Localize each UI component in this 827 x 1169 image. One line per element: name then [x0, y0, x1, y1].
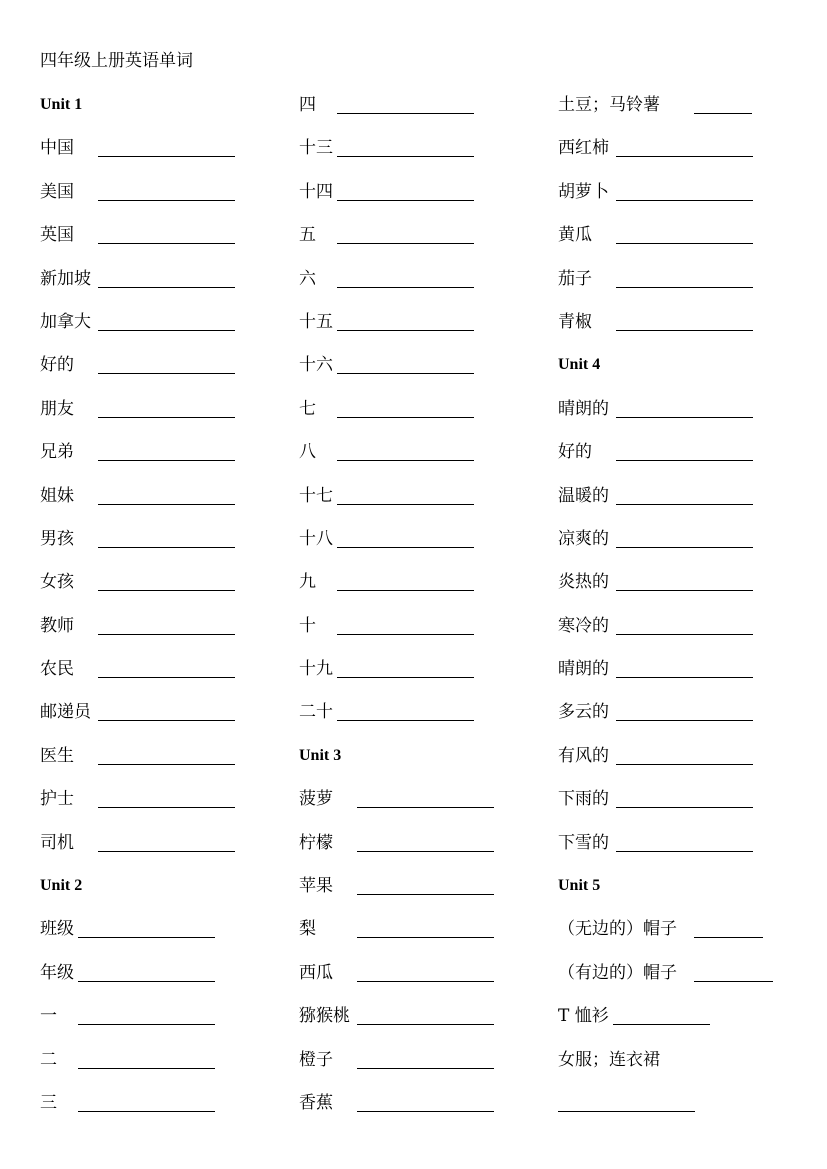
answer-blank[interactable]	[357, 981, 494, 982]
answer-blank[interactable]	[98, 677, 235, 678]
vocab-word: 朋友	[40, 398, 74, 419]
vocab-word: 好的	[40, 355, 74, 376]
vocab-row	[558, 485, 798, 528]
vocab-row	[558, 1005, 798, 1048]
vocab-word: 兄弟	[40, 442, 74, 463]
answer-blank[interactable]	[357, 1068, 494, 1069]
vocab-row	[299, 528, 539, 571]
vocab-word: 柠檬	[299, 832, 333, 853]
vocab-word: 有风的	[558, 745, 609, 766]
answer-blank[interactable]	[616, 243, 753, 244]
vocab-word: 八	[299, 442, 316, 463]
unit-heading	[40, 94, 280, 137]
answer-blank[interactable]	[78, 1068, 215, 1069]
answer-blank[interactable]	[98, 330, 235, 331]
answer-blank[interactable]	[98, 504, 235, 505]
vocab-word: 教师	[40, 615, 74, 636]
answer-blank[interactable]	[616, 200, 753, 201]
vocab-row	[299, 832, 539, 875]
vocab-word: 梨	[299, 919, 316, 940]
vocab-word: T 恤衫	[558, 1006, 609, 1027]
vocab-word: 三	[40, 1092, 57, 1113]
vocab-row	[40, 745, 280, 788]
answer-blank[interactable]	[98, 243, 235, 244]
vocab-word: （无边的）帽子	[558, 919, 677, 940]
vocab-row	[558, 745, 798, 788]
vocab-row	[558, 1092, 798, 1135]
unit-heading-label: Unit 3	[299, 746, 342, 764]
answer-blank[interactable]	[98, 547, 235, 548]
vocab-word: 十四	[299, 181, 333, 202]
answer-blank[interactable]	[337, 200, 474, 201]
vocab-row	[299, 441, 539, 484]
answer-blank[interactable]	[98, 373, 235, 374]
vocab-row	[299, 658, 539, 701]
vocab-word: 炎热的	[558, 572, 609, 593]
answer-blank[interactable]	[337, 634, 474, 635]
vocab-word: 年级	[40, 962, 74, 983]
page-title: 四年级上册英语单词	[40, 51, 193, 71]
vocab-row	[40, 137, 280, 180]
answer-blank[interactable]	[337, 243, 474, 244]
vocab-word: （有边的）帽子	[558, 962, 677, 983]
vocab-row	[40, 354, 280, 397]
vocab-word: 女孩	[40, 572, 74, 593]
vocab-row	[299, 1005, 539, 1048]
vocab-word: 姐妹	[40, 485, 74, 506]
vocab-word: 好的	[558, 442, 592, 463]
vocab-word: 二	[40, 1049, 57, 1070]
answer-blank[interactable]	[616, 156, 753, 157]
vocab-row	[299, 311, 539, 354]
vocab-row	[40, 441, 280, 484]
answer-blank[interactable]	[78, 1111, 215, 1112]
vocab-row	[558, 224, 798, 267]
answer-blank[interactable]	[98, 590, 235, 591]
vocab-row	[299, 1049, 539, 1092]
answer-blank[interactable]	[337, 504, 474, 505]
vocab-word: 土豆；马铃薯	[558, 95, 660, 115]
vocab-row	[299, 962, 539, 1005]
vocab-row	[299, 788, 539, 831]
answer-blank[interactable]	[98, 460, 235, 461]
unit-heading-label: Unit 1	[40, 96, 83, 113]
vocab-row	[299, 137, 539, 180]
answer-blank[interactable]	[98, 156, 235, 157]
vocab-word: 美国	[40, 181, 74, 202]
unit-heading	[558, 354, 798, 397]
answer-blank[interactable]	[616, 764, 753, 765]
vocab-word: 温暖的	[558, 485, 609, 506]
vocab-word: 邮递员	[40, 702, 91, 723]
word-column-2	[299, 94, 539, 1135]
answer-blank[interactable]	[694, 113, 752, 114]
vocab-word: 五	[299, 225, 316, 246]
vocab-row	[40, 1005, 280, 1048]
vocab-row	[40, 832, 280, 875]
answer-blank[interactable]	[98, 764, 235, 765]
answer-blank[interactable]	[337, 417, 474, 418]
answer-blank[interactable]	[78, 1024, 215, 1025]
vocab-row	[558, 918, 798, 961]
vocab-row	[40, 1092, 280, 1135]
answer-blank[interactable]	[357, 1111, 494, 1112]
vocab-word: 西瓜	[299, 962, 333, 983]
vocab-word: 菠萝	[299, 789, 333, 810]
vocab-row	[558, 615, 798, 658]
vocab-row	[558, 181, 798, 224]
vocab-row	[299, 181, 539, 224]
vocab-word: 班级	[40, 919, 74, 940]
vocab-row	[299, 485, 539, 528]
answer-blank[interactable]	[78, 937, 215, 938]
unit-heading-label: Unit 4	[558, 356, 601, 374]
vocab-row	[40, 181, 280, 224]
answer-blank[interactable]	[98, 720, 235, 721]
unit-heading-label: Unit 2	[40, 877, 83, 895]
unit-heading-label: Unit 5	[558, 877, 601, 895]
vocab-word: 香蕉	[299, 1092, 333, 1113]
answer-blank[interactable]	[357, 894, 494, 895]
answer-blank[interactable]	[357, 937, 494, 938]
vocab-row	[299, 918, 539, 961]
vocab-word: 猕猴桃	[299, 1006, 350, 1027]
vocab-word: 下雨的	[558, 789, 609, 810]
answer-blank[interactable]	[98, 851, 235, 852]
vocab-row	[40, 788, 280, 831]
vocab-row	[558, 311, 798, 354]
answer-blank[interactable]	[337, 287, 474, 288]
vocab-row	[40, 962, 280, 1005]
vocab-row	[558, 962, 798, 1005]
vocab-row	[558, 137, 798, 180]
vocab-word: 护士	[40, 789, 74, 810]
vocab-word: 寒冷的	[558, 615, 609, 636]
vocab-row	[299, 224, 539, 267]
vocab-row	[558, 268, 798, 311]
vocab-word: 十七	[299, 485, 333, 506]
vocab-word: 西红柿	[558, 138, 609, 159]
answer-blank[interactable]	[616, 720, 753, 721]
answer-blank[interactable]	[616, 460, 753, 461]
vocab-word: 农民	[40, 659, 74, 680]
answer-blank[interactable]	[337, 113, 474, 114]
vocab-row	[299, 268, 539, 311]
vocab-row	[40, 918, 280, 961]
vocab-row	[40, 615, 280, 658]
answer-blank[interactable]	[337, 547, 474, 548]
vocab-word: 十六	[299, 355, 333, 376]
answer-blank[interactable]	[357, 1024, 494, 1025]
vocab-word: 加拿大	[40, 311, 91, 332]
vocab-row	[558, 94, 798, 137]
answer-blank[interactable]	[357, 807, 494, 808]
vocab-word: 多云的	[558, 702, 609, 723]
vocab-word: 十三	[299, 138, 333, 159]
vocab-word: 青椒	[558, 311, 592, 332]
unit-heading	[299, 745, 539, 788]
answer-blank[interactable]	[337, 373, 474, 374]
vocab-row	[40, 268, 280, 311]
vocab-word: 十九	[299, 659, 333, 680]
vocab-word: 医生	[40, 745, 74, 766]
vocab-row	[299, 354, 539, 397]
answer-blank[interactable]	[616, 590, 753, 591]
vocab-row	[299, 398, 539, 441]
vocab-row	[40, 485, 280, 528]
answer-blank[interactable]	[337, 156, 474, 157]
vocab-row	[558, 832, 798, 875]
vocab-word: 一	[40, 1006, 57, 1027]
vocab-row	[40, 311, 280, 354]
vocab-word: 晴朗的	[558, 659, 609, 680]
vocab-word: 二十	[299, 702, 333, 723]
answer-blank[interactable]	[694, 981, 773, 982]
answer-blank[interactable]	[616, 547, 753, 548]
answer-blank[interactable]	[616, 807, 753, 808]
vocab-row	[299, 94, 539, 137]
answer-blank[interactable]	[694, 937, 763, 938]
vocab-row	[40, 658, 280, 701]
vocab-row	[558, 571, 798, 614]
answer-blank[interactable]	[616, 677, 753, 678]
vocab-word: 七	[299, 398, 316, 419]
answer-blank[interactable]	[616, 287, 753, 288]
vocab-row	[299, 1092, 539, 1135]
answer-blank[interactable]	[616, 634, 753, 635]
vocab-word: 四	[299, 95, 316, 115]
vocab-row	[558, 528, 798, 571]
answer-blank[interactable]	[337, 720, 474, 721]
vocab-row	[299, 701, 539, 744]
vocab-word: 凉爽的	[558, 528, 609, 549]
vocab-row	[40, 571, 280, 614]
vocab-word: 司机	[40, 832, 74, 853]
vocab-row	[40, 701, 280, 744]
vocab-word: 橙子	[299, 1049, 333, 1070]
answer-blank[interactable]	[616, 851, 753, 852]
answer-blank[interactable]	[98, 807, 235, 808]
answer-blank[interactable]	[357, 851, 494, 852]
vocab-word: 中国	[40, 138, 74, 159]
answer-blank[interactable]	[98, 417, 235, 418]
vocab-row	[299, 875, 539, 918]
answer-blank[interactable]	[98, 287, 235, 288]
vocab-word: 十五	[299, 311, 333, 332]
vocab-word: 英国	[40, 225, 74, 246]
answer-blank[interactable]	[613, 1024, 710, 1025]
answer-blank[interactable]	[98, 634, 235, 635]
answer-blank[interactable]	[616, 330, 753, 331]
answer-blank[interactable]	[616, 417, 753, 418]
vocab-row	[558, 701, 798, 744]
unit-heading	[558, 875, 798, 918]
answer-blank[interactable]	[558, 1111, 695, 1112]
vocab-row	[299, 615, 539, 658]
answer-blank[interactable]	[616, 504, 753, 505]
vocab-word: 十八	[299, 528, 333, 549]
vocab-word: 女服；连衣裙	[558, 1049, 660, 1070]
vocab-row	[558, 788, 798, 831]
vocab-row	[40, 224, 280, 267]
answer-blank[interactable]	[337, 590, 474, 591]
answer-blank[interactable]	[337, 677, 474, 678]
answer-blank[interactable]	[98, 200, 235, 201]
vocab-row	[558, 1049, 798, 1092]
vocab-word: 茄子	[558, 268, 592, 289]
vocab-word: 胡萝卜	[558, 181, 609, 202]
vocab-word: 下雪的	[558, 832, 609, 853]
vocab-word: 黄瓜	[558, 225, 592, 246]
vocab-row	[558, 398, 798, 441]
vocab-word: 新加坡	[40, 268, 91, 289]
answer-blank[interactable]	[337, 460, 474, 461]
vocab-row	[299, 571, 539, 614]
vocab-row	[558, 441, 798, 484]
word-column-3	[558, 94, 798, 1135]
word-column-1	[40, 94, 280, 1135]
vocab-word: 晴朗的	[558, 398, 609, 419]
vocab-row	[40, 1049, 280, 1092]
vocab-word: 六	[299, 268, 316, 289]
vocab-row	[40, 528, 280, 571]
vocab-word: 男孩	[40, 528, 74, 549]
vocab-row	[40, 398, 280, 441]
vocab-word: 苹果	[299, 876, 333, 897]
vocab-word: 九	[299, 572, 316, 593]
answer-blank[interactable]	[337, 330, 474, 331]
unit-heading	[40, 875, 280, 918]
vocab-word: 十	[299, 615, 316, 636]
answer-blank[interactable]	[78, 981, 215, 982]
vocab-row	[558, 658, 798, 701]
